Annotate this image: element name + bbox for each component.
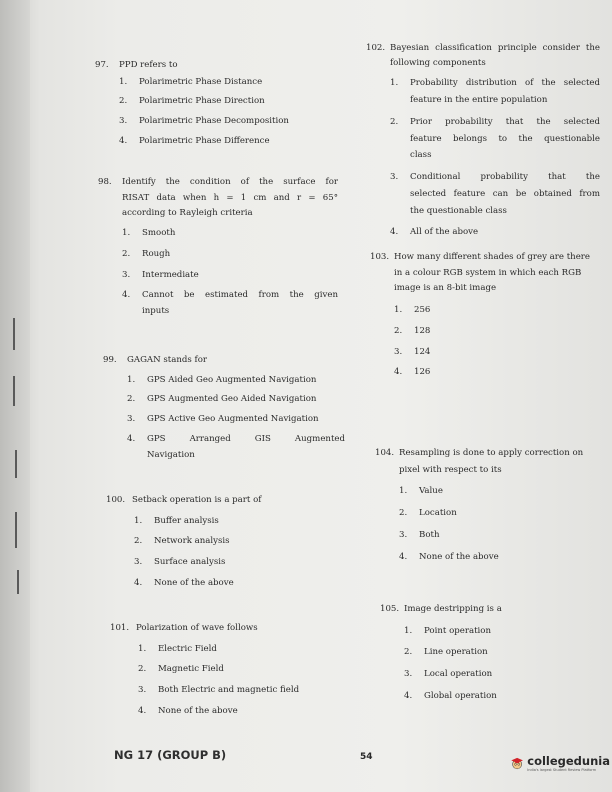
binding-mark bbox=[13, 376, 15, 406]
option-number: 1. bbox=[138, 643, 147, 654]
question-98 bbox=[98, 177, 338, 317]
watermark-logo bbox=[510, 743, 610, 783]
question-text: image is an 8-bit image bbox=[394, 283, 497, 294]
question-number: 102. bbox=[366, 43, 386, 53]
option-text: GPS Augmented Geo Aided Navigation bbox=[147, 394, 317, 405]
option-text: 128 bbox=[414, 325, 431, 336]
question-number: 99. bbox=[103, 355, 117, 365]
option-text: Cannot be estimated from the given bbox=[142, 290, 338, 301]
question-text: GAGAN stands for bbox=[127, 355, 208, 365]
question-104 bbox=[375, 448, 607, 562]
option-text: Magnetic Field bbox=[158, 664, 224, 675]
question-text: Setback operation is a part of bbox=[132, 495, 262, 505]
option-number: 2. bbox=[399, 508, 408, 519]
watermark-name: collegedunia bbox=[527, 754, 610, 768]
question-text: Identify the condition of the surface for bbox=[122, 177, 338, 187]
question-number: 103. bbox=[370, 252, 390, 262]
option-text: Value bbox=[419, 486, 443, 497]
option-number: 2. bbox=[138, 664, 147, 675]
question-text: RISAT data when h = 1 cm and r = 65° bbox=[122, 192, 338, 203]
option-number: 4. bbox=[394, 367, 403, 378]
option-text: Probability distribution of the selected bbox=[410, 78, 600, 89]
question-text: Polarization of wave follows bbox=[136, 623, 258, 633]
option-text: class bbox=[410, 150, 432, 161]
option-number: 2. bbox=[394, 325, 403, 336]
option-number: 1. bbox=[404, 625, 413, 636]
option-text: Polarimetric Phase Distance bbox=[139, 76, 263, 87]
option-text: Navigation bbox=[147, 449, 195, 460]
option-text: Intermediate bbox=[142, 269, 199, 280]
option-number: 1. bbox=[390, 78, 399, 89]
option-text: Surface analysis bbox=[154, 557, 226, 568]
option-text: Polarimetric Phase Decomposition bbox=[139, 116, 289, 127]
option-number: 3. bbox=[122, 269, 131, 280]
question-105 bbox=[380, 604, 600, 702]
question-text: PPD refers to bbox=[119, 60, 178, 70]
question-text: Image destripping is a bbox=[404, 604, 502, 614]
option-text: Global operation bbox=[424, 690, 497, 701]
question-text: Resampling is done to apply correction on bbox=[399, 448, 584, 458]
option-text: Local operation bbox=[424, 669, 493, 680]
option-number: 4. bbox=[390, 227, 399, 238]
option-number: 2. bbox=[404, 647, 413, 658]
option-number: 3. bbox=[119, 116, 128, 127]
option-text: Point operation bbox=[424, 625, 491, 636]
question-number: 100. bbox=[106, 495, 126, 505]
question-99 bbox=[103, 355, 345, 460]
option-text: Both bbox=[419, 529, 440, 540]
option-text: Conditional probability that the bbox=[410, 172, 600, 183]
option-number: 4. bbox=[404, 690, 413, 701]
option-number: 1. bbox=[122, 228, 131, 239]
option-text: 124 bbox=[414, 346, 431, 357]
question-text: following components bbox=[390, 57, 486, 68]
option-text: Electric Field bbox=[158, 643, 217, 654]
option-number: 1. bbox=[119, 76, 128, 87]
question-text: in a colour RGB system in which each RGB bbox=[394, 267, 582, 278]
question-text: according to Rayleigh criteria bbox=[122, 208, 253, 219]
option-text: Prior probability that the selected bbox=[410, 116, 600, 127]
option-text: Line operation bbox=[424, 647, 488, 658]
option-text: selected feature can be obtained from bbox=[410, 188, 600, 199]
binding-mark bbox=[15, 512, 17, 548]
option-number: 3. bbox=[127, 414, 136, 425]
option-number: 3. bbox=[390, 172, 399, 183]
binding-mark bbox=[15, 450, 17, 478]
question-100 bbox=[106, 495, 326, 589]
option-text: All of the above bbox=[410, 227, 479, 238]
watermark-tagline: India's largest Student Review Platform bbox=[527, 768, 597, 772]
option-number: 4. bbox=[119, 135, 128, 146]
option-number: 2. bbox=[119, 96, 128, 107]
question-97 bbox=[95, 60, 295, 147]
question-number: 105. bbox=[380, 604, 400, 614]
question-101 bbox=[110, 623, 330, 717]
option-number: 4. bbox=[138, 705, 147, 716]
option-number: 1. bbox=[127, 374, 136, 385]
option-number: 3. bbox=[138, 685, 147, 696]
option-number: 4. bbox=[134, 577, 143, 588]
option-text: feature belongs to the questionable bbox=[410, 133, 600, 144]
option-text: Network analysis bbox=[154, 536, 230, 547]
option-number: 1. bbox=[394, 305, 403, 316]
question-number: 98. bbox=[98, 177, 112, 187]
page-number: 54 bbox=[360, 752, 373, 762]
option-text: inputs bbox=[142, 306, 170, 317]
option-number: 2. bbox=[134, 536, 143, 547]
option-number: 4. bbox=[122, 290, 131, 301]
binding-mark bbox=[13, 318, 15, 350]
option-text: Buffer analysis bbox=[154, 515, 219, 526]
option-text: Rough bbox=[142, 248, 171, 259]
option-number: 3. bbox=[399, 529, 408, 540]
option-text: None of the above bbox=[419, 551, 499, 562]
option-text: the questionable class bbox=[410, 205, 507, 216]
option-number: 3. bbox=[404, 669, 413, 680]
option-text: Polarimetric Phase Difference bbox=[139, 135, 270, 146]
question-103 bbox=[370, 252, 608, 378]
option-text: Both Electric and magnetic field bbox=[158, 685, 300, 696]
question-text: How many different shades of grey are there bbox=[394, 252, 590, 262]
option-number: 3. bbox=[394, 346, 403, 357]
option-text: None of the above bbox=[158, 705, 238, 716]
option-text: Smooth bbox=[142, 228, 176, 239]
question-text: pixel with respect to its bbox=[399, 464, 502, 475]
option-text: feature in the entire population bbox=[410, 95, 548, 106]
option-text: 126 bbox=[414, 367, 431, 378]
option-number: 4. bbox=[127, 433, 136, 444]
option-text: GPS Aided Geo Augmented Navigation bbox=[147, 374, 317, 385]
question-text: Bayesian classification principle consider the bbox=[390, 43, 600, 53]
binding-edge bbox=[0, 0, 30, 792]
option-number: 2. bbox=[127, 394, 136, 405]
exam-code: NG 17 (GROUP B) bbox=[114, 748, 227, 762]
question-number: 101. bbox=[110, 623, 130, 633]
binding-mark bbox=[17, 570, 19, 594]
question-number: 97. bbox=[95, 60, 109, 70]
option-text: None of the above bbox=[154, 577, 234, 588]
option-text: 256 bbox=[414, 305, 431, 316]
option-text: GPS Active Geo Augmented Navigation bbox=[147, 414, 319, 425]
question-number: 104. bbox=[375, 448, 395, 458]
option-number: 2. bbox=[122, 248, 131, 259]
question-102 bbox=[366, 43, 600, 238]
option-text: Location bbox=[419, 508, 457, 519]
option-number: 2. bbox=[390, 116, 399, 127]
option-number: 1. bbox=[134, 515, 143, 526]
option-number: 3. bbox=[134, 557, 143, 568]
option-number: 1. bbox=[399, 486, 408, 497]
option-text: GPS Arranged GIS Augmented bbox=[147, 433, 345, 444]
option-text: Polarimetric Phase Direction bbox=[139, 96, 265, 107]
graduate-icon bbox=[510, 752, 524, 774]
option-number: 4. bbox=[399, 551, 408, 562]
